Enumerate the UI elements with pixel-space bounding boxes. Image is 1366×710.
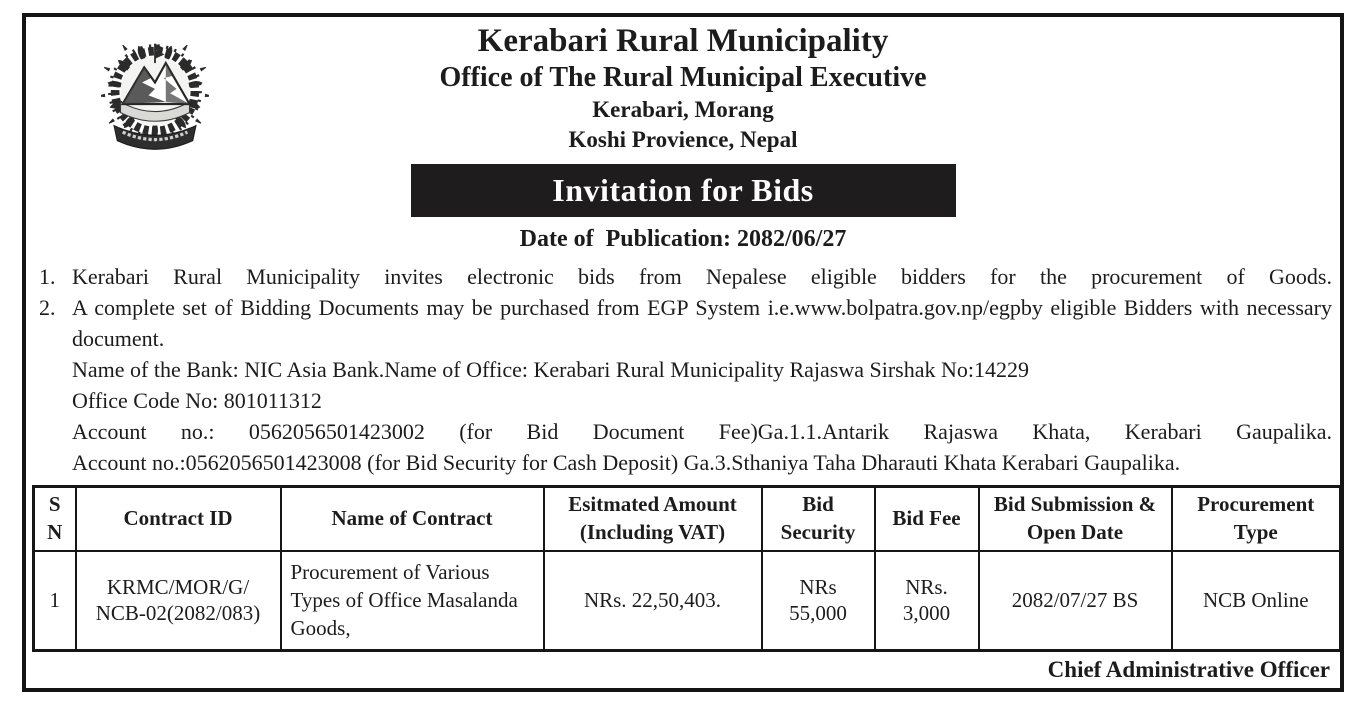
- cell-bid-fee: NRs. 3,000: [875, 551, 979, 651]
- cell-sn: 1: [34, 551, 76, 651]
- table-header-row: [34, 487, 1341, 551]
- list-item-1-text: Kerabari Rural Municipality invites electronic bids from Nepalese eligible bidders for the procurement of Goods.: [72, 264, 1332, 289]
- bids-table: [32, 485, 1342, 652]
- list-number: 2.: [39, 295, 56, 320]
- header-bid-fee: Bid Fee: [875, 487, 979, 551]
- bank-name-line: Name of the Bank: NIC Asia Bank.Name of Office: Kerabari Rural Municipality Rajaswa Sirshak No:14229: [72, 357, 1029, 382]
- header-estimated-amount: Esitmated Amount (Including VAT): [544, 487, 762, 551]
- header-procurement-type: Procurement Type: [1172, 487, 1341, 551]
- account-line-1: Account no.: 0562056501423002 (for Bid Document Fee)Ga.1.1.Antarik Rajaswa Khata, Kerabari Gaupalika.: [72, 419, 1332, 444]
- letterhead: [26, 17, 1340, 153]
- list-item-1: [39, 261, 1332, 292]
- signatory-title: Chief Administrative Officer: [1047, 657, 1330, 682]
- header-name-of-contract: Name of Contract: [281, 487, 544, 551]
- cell-bid-submission: 2082/07/27 BS: [979, 551, 1172, 651]
- notice-body: [39, 261, 1332, 478]
- office-code-line: Office Code No: 801011312: [72, 388, 322, 413]
- publication-date: Date of Publication: 2082/06/27: [519, 226, 847, 252]
- table-row: [34, 551, 1341, 651]
- cell-procurement-type: NCB Online: [1172, 551, 1341, 651]
- header-contract-id: Contract ID: [76, 487, 281, 551]
- invitation-banner: [411, 164, 956, 217]
- header-sn: S N: [34, 487, 76, 551]
- municipality-emblem-logo: [101, 35, 209, 159]
- list-item-2: [39, 292, 1332, 354]
- document-border-frame: [22, 13, 1344, 692]
- list-item-2-text: A complete set of Bidding Documents may be purchased from EGP System i.e.www.bolpatra.gov.np/egpby eligible Bidders with necessary document.: [72, 295, 1332, 351]
- account-line-2: Account no.:0562056501423008 (for Bid Security for Cash Deposit) Ga.3.Sthaniya Taha Dharauti Khata Kerabari Gaupalika.: [72, 450, 1181, 475]
- invitation-banner-title: Invitation for Bids: [552, 172, 814, 208]
- cell-name-of-contract: Procurement of Various Types of Office Masalanda Goods,: [281, 551, 544, 651]
- header-bid-submission: Bid Submission & Open Date: [979, 487, 1172, 551]
- list-number: 1.: [39, 264, 56, 289]
- cell-contract-id: KRMC/MOR/G/ NCB-02(2082/083): [76, 551, 281, 651]
- cell-bid-security: NRs 55,000: [762, 551, 875, 651]
- province-line: Koshi Provience, Nepal: [568, 126, 798, 152]
- header-bid-security: Bid Security: [762, 487, 875, 551]
- office-name: Office of The Rural Municipal Executive: [439, 61, 927, 93]
- cell-estimated-amount: NRs. 22,50,403.: [544, 551, 762, 651]
- address-line: Kerabari, Morang: [592, 97, 774, 123]
- municipality-name: Kerabari Rural Municipality: [477, 23, 889, 59]
